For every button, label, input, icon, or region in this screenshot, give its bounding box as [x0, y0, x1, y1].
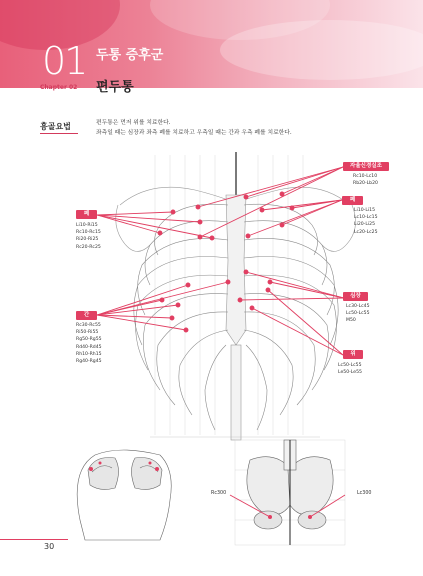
page-number: 30: [44, 542, 55, 551]
tag-lung-left: 폐: [342, 196, 363, 205]
description-line-2: 좌측일 때는 심장과 좌측 폐를 치료하고 우측일 때는 간과 우측 폐를 치료한다.: [96, 130, 292, 136]
codes-heart: Lc30-Lc45 Lc50-Lc55 M50: [346, 304, 370, 324]
tag-lung-right: 폐: [76, 210, 97, 219]
pelvis-illustration: [230, 440, 345, 545]
tag-liver: 간: [76, 311, 97, 320]
tag-stomach: 위: [343, 350, 363, 359]
chapter-title: 두통 증후군: [96, 48, 164, 63]
codes-lung-right: Li10-Ri15 Rc10-Rc15 Ri20-Ri25 Rc20-Rc25: [76, 223, 101, 250]
page-number-rule: [0, 539, 68, 540]
connector-lines: [97, 167, 344, 355]
chapter-label: Chapter 02: [40, 84, 78, 91]
ribcage-illustration: [116, 152, 356, 440]
pelvis-right-point: Lc300: [357, 491, 372, 496]
section-heading: 흉골요법: [40, 122, 71, 131]
codes-lung-left: Li10-Li15 Lc10-Lc15 Li20-Li25 Lc20-Lc25: [354, 208, 378, 235]
codes-autonomic: Rc10-Lc10 Rb20-Lb20: [353, 174, 378, 187]
tag-heart: 심장: [343, 292, 368, 301]
codes-stomach: Lc50-Lc55 Le50-Le55: [338, 363, 362, 376]
page-title: 편두통: [96, 80, 134, 95]
tag-autonomic: 자율신경실조: [343, 162, 389, 171]
brain-illustration: [77, 450, 171, 540]
pelvis-left-point: Rc300: [211, 491, 227, 496]
chapter-number: 01: [42, 39, 87, 83]
codes-liver: Rc30-Rc55 Ri50-Ri55 Rg50-Rg55 Rd40-Rd45 Rh10-Rh15 Rg40-Rg45: [76, 323, 102, 364]
description-line-1: 편두통은 먼저 위를 치료한다.: [96, 120, 171, 126]
